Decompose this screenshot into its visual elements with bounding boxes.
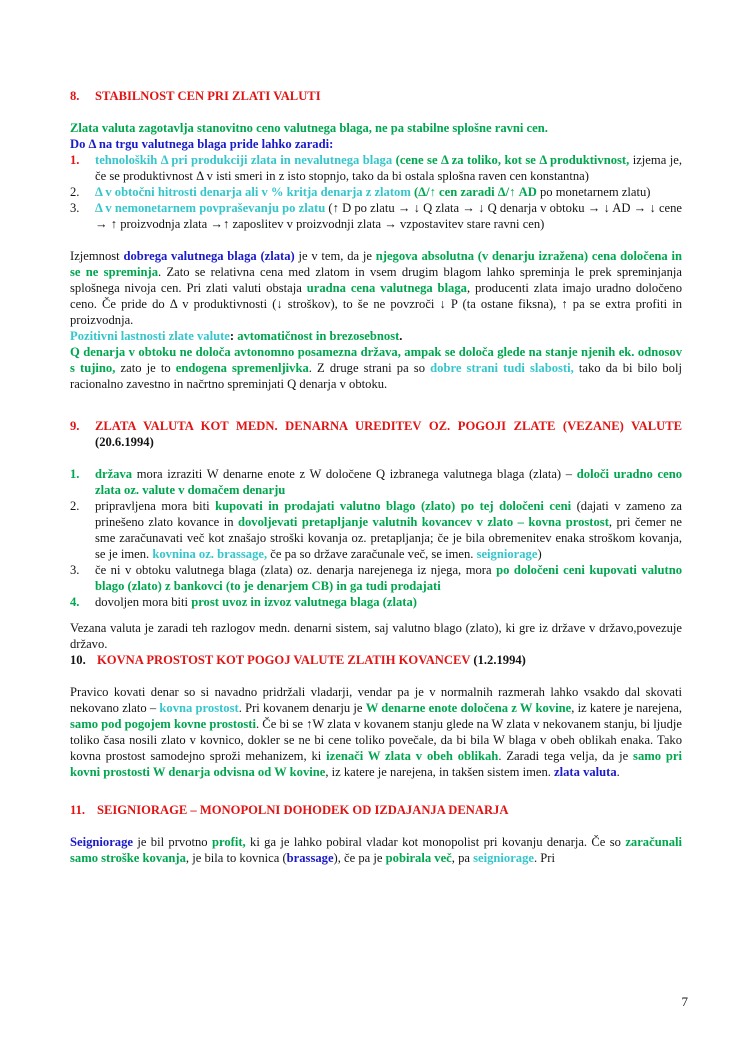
- list-item: [70, 200, 682, 232]
- heading-number: 11.: [70, 803, 86, 817]
- paragraph-izjemnost: Izjemnost dobrega valutnega blaga (zlata) je v tem, da je njegova absolutna (v denarju izražena) cena določena in se ne spreminja. Zato se relativna cena med zlatom in vsem drugim blagom lahko spreminja le prek spreminjanja splošnega nivoja cen. Pri zlati valuti obstaja uradna cena valutnega blaga, producenti zlata imajo uradno določeno ceno. Če pride do Δ v produktivnosti (↓ stroškov), to še ne povzroči ↓ P (ta ostane fiksna), ↑ pa se extra profiti in proizvodnja.: [70, 249, 682, 327]
- list-number: 3.: [70, 563, 80, 577]
- list-number: 1.: [70, 467, 80, 481]
- list-item-text: pripravljena mora biti kupovati in prodajati valutno blago (zlato) po tej določeni ceni (dajati v zameno za prinešeno zlato kovance in dovoljevati pretapljanje valutnih kovancev v zlato – kovna prostost, pri čemer ne sme zaračunavati več kot znašajo stroški kovanja oz. pretapljanja; če je bila obremenitev enaka stroškom kovanja, se je imen. kovnina oz. brassage, če pa so države zaračunale več, se imen. seigniorage): [95, 499, 683, 561]
- paragraph-pravico: Pravico kovati denar so si navadno pridržali vladarji, vendar pa je v normalnih razmerah lahko vsakdo dal skovati nekovano zlato – kovna prostost. Pri kovanem denarju je W denarne enote določena z W kovine, iz katere je narejena, samo pod pogojem kovne prostosti. Če bi se ↑W zlata v kovanem stanju glede na W zlata v nekovanem stanju, bi ljudje toliko časa nosili zlato v kovnico, dokler se ne bi cene toliko povečale, da bi bila W blaga v obeh oblikah enaka. Tako kovna prostost samodejno sproži mehanizem, ki izenači W zlata v obeh oblikah. Zaradi tega velja, da je samo pri kovni prostosti W denarja odvisna od W kovine, iz katere je narejena, in takšen sistem imen. zlata valuta.: [70, 685, 682, 779]
- list-item-text: tehnoloških Δ pri produkciji zlata in nevalutnega blaga (cene se Δ za toliko, kot se Δ produktivnost, izjema je, če se produktivnost Δ v isti smeri in z isto stopnjo, tako da bi ostala splošna raven cen konstantna): [95, 153, 682, 183]
- list-item-text: dovoljen mora biti prost uvoz in izvoz valutnega blaga (zlata): [95, 595, 417, 609]
- heading-number: 9.: [70, 419, 80, 433]
- heading-text: STABILNOST CEN PRI ZLATI VALUTI: [95, 89, 321, 103]
- list-item: [70, 152, 682, 184]
- list-number: 1.: [70, 153, 80, 167]
- heading-text: SEIGNIORAGE – MONOPOLNI DOHODEK OD IZDAJANJA DENARJA: [97, 803, 509, 817]
- paragraph-q-denarja: Q denarja v obtoku ne določa avtonomno posamezna država, ampak se določa glede na stanje njenih ek. odnosov s tujino, zato je to endogena spremenljivka. Z druge strani pa so dobre strani tudi slabosti, tako da bi bilo bolj racionalno zavestno in načrtno spreminjati Q denarja v obtoku.: [70, 345, 682, 391]
- paragraph-vezana: Vezana valuta je zaradi teh razlogov medn. denarni sistem, saj valutno blago (zlato), ki gre iz države v državo,povezuje državo.: [70, 621, 682, 651]
- heading-text: KOVNA PROSTOST KOT POGOJ VALUTE ZLATIH KOVANCEV (1.2.1994): [97, 653, 526, 667]
- list-item: [70, 594, 682, 610]
- section-10-heading: [70, 652, 682, 668]
- heading-number: 8.: [70, 89, 80, 103]
- section-11-heading: [70, 802, 682, 818]
- page-number: 7: [681, 994, 688, 1009]
- paragraph-pozitivni: Pozitivni lastnosti zlate valute: avtomatičnost in brezosebnost.: [70, 329, 403, 343]
- list-number: 2.: [70, 499, 80, 513]
- heading-number: 10.: [70, 653, 86, 667]
- list-item: [70, 498, 682, 562]
- list-item: [70, 466, 682, 498]
- section-9-heading: [70, 418, 682, 450]
- intro-line-green: Zlata valuta zagotavlja stanovitno ceno valutnega blaga, ne pa stabilne splošne ravni cen.: [70, 121, 548, 135]
- list-item: [70, 562, 682, 594]
- section-8-heading: [70, 88, 682, 104]
- list-item-text: država mora izraziti W denarne enote z W določene Q izbranega valutnega blaga (zlata) – določi uradno ceno zlata oz. valute v domačem denarju: [95, 467, 682, 497]
- list-number: 2.: [70, 185, 80, 199]
- paragraph-seigniorage: Seigniorage je bil prvotno profit, ki ga je lahko pobiral vladar kot monopolist pri kovanju denarja. Če so zaračunali samo stroške kovanja, je bila to kovnica (brassage), če pa je pobirala več, pa seigniorage. Pri: [70, 835, 682, 865]
- heading-text: ZLATA VALUTA KOT MEDN. DENARNA UREDITEV OZ. POGOJI ZLATE (VEZANE) VALUTE (20.6.1994): [95, 419, 682, 449]
- intro-line-blue: Do Δ na trgu valutnega blaga pride lahko zaradi:: [70, 137, 334, 151]
- list-item-text: Δ v obtočni hitrosti denarja ali v % kritja denarja z zlatom (Δ/↑ cen zaradi Δ/↑ AD po monetarnem zlatu): [95, 185, 651, 199]
- list-item: [70, 184, 682, 200]
- list-number: 4.: [70, 595, 80, 609]
- list-number: 3.: [70, 201, 80, 215]
- list-item-text: če ni v obtoku valutnega blaga (zlata) oz. denarja narejenega iz njega, mora po določeni ceni kupovati valutno blago (zlato) z bankovci (to je denarjem CB) in ga tudi prodajati: [95, 563, 683, 593]
- list-item-text: Δ v nemonetarnem povpraševanju po zlatu (↑ D po zlatu → ↓ Q zlata → ↓ Q denarja v obtoku → ↓ AD → ↓ cene → ↑ proizvodnja zlata →↑ zaposlitev v proizvodnji zlata → vzpostavitev stare ravni cen): [95, 201, 683, 231]
